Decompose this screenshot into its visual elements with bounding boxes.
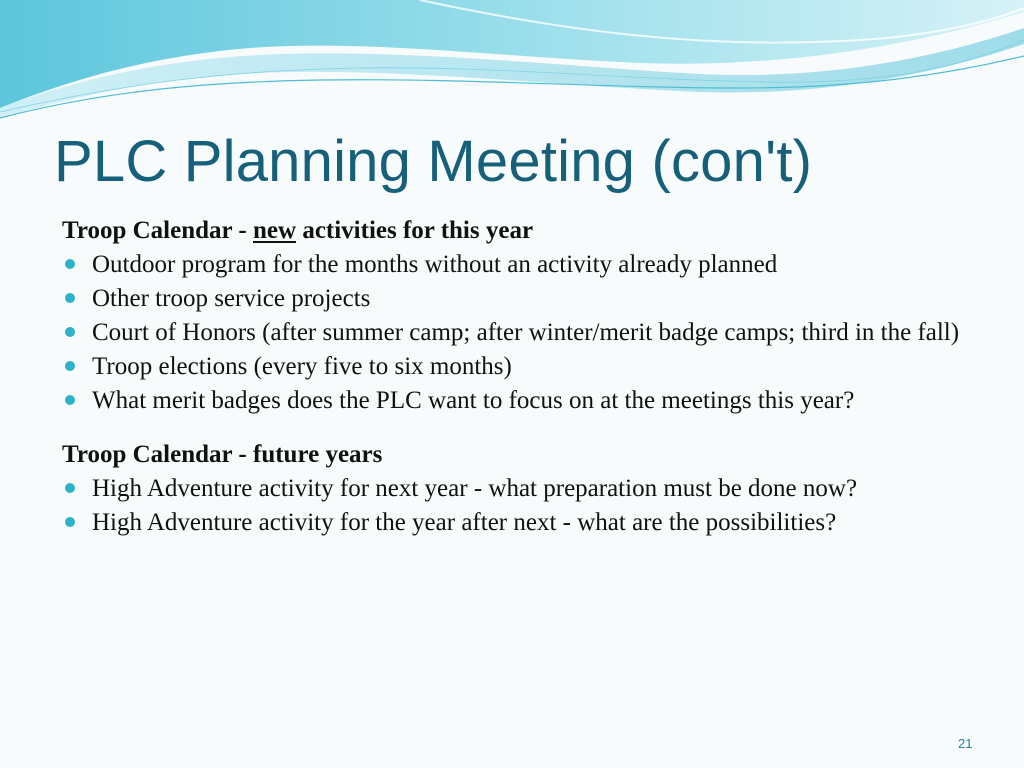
section-heading-this-year	[62, 217, 962, 244]
bullet-icon	[65, 483, 75, 493]
bullet-list-future-years	[62, 475, 962, 536]
list-item-text: High Adventure activity for next year - what preparation must be done now?	[92, 475, 858, 502]
list-item	[62, 319, 962, 346]
heading-prefix: Troop Calendar -	[62, 217, 253, 244]
list-item	[62, 285, 962, 312]
bullet-icon	[65, 361, 75, 371]
heading-suffix: activities for this year	[296, 217, 534, 244]
list-item	[62, 387, 962, 414]
list-item-text: Other troop service projects	[92, 285, 371, 312]
slide-title: PLC Planning Meeting (con't)	[54, 129, 813, 194]
slide-number: 21	[958, 736, 973, 751]
slide-body	[62, 217, 962, 543]
list-item	[62, 251, 962, 278]
bullet-icon	[65, 395, 75, 405]
bullet-icon	[65, 259, 75, 269]
list-item-text: Outdoor program for the months without an activity already planned	[92, 251, 778, 278]
heading-emphasis: new	[253, 217, 297, 244]
bullet-icon	[65, 517, 75, 527]
list-item	[62, 475, 962, 502]
list-item-text: What merit badges does the PLC want to focus on at the meetings this year?	[92, 387, 855, 414]
list-item	[62, 353, 962, 380]
list-item	[62, 509, 962, 536]
list-item-text: High Adventure activity for the year after next - what are the possibilities?	[92, 509, 837, 536]
list-item-text: Troop elections (every five to six months)	[92, 353, 512, 380]
section-heading-future-years: Troop Calendar - future years	[62, 441, 383, 468]
bullet-icon	[65, 327, 75, 337]
bullet-list-this-year	[62, 251, 962, 414]
bullet-icon	[65, 293, 75, 303]
list-item-text: Court of Honors (after summer camp; after winter/merit badge camps; third in the fall)	[92, 319, 960, 346]
header-wave-decoration	[0, 0, 1024, 130]
